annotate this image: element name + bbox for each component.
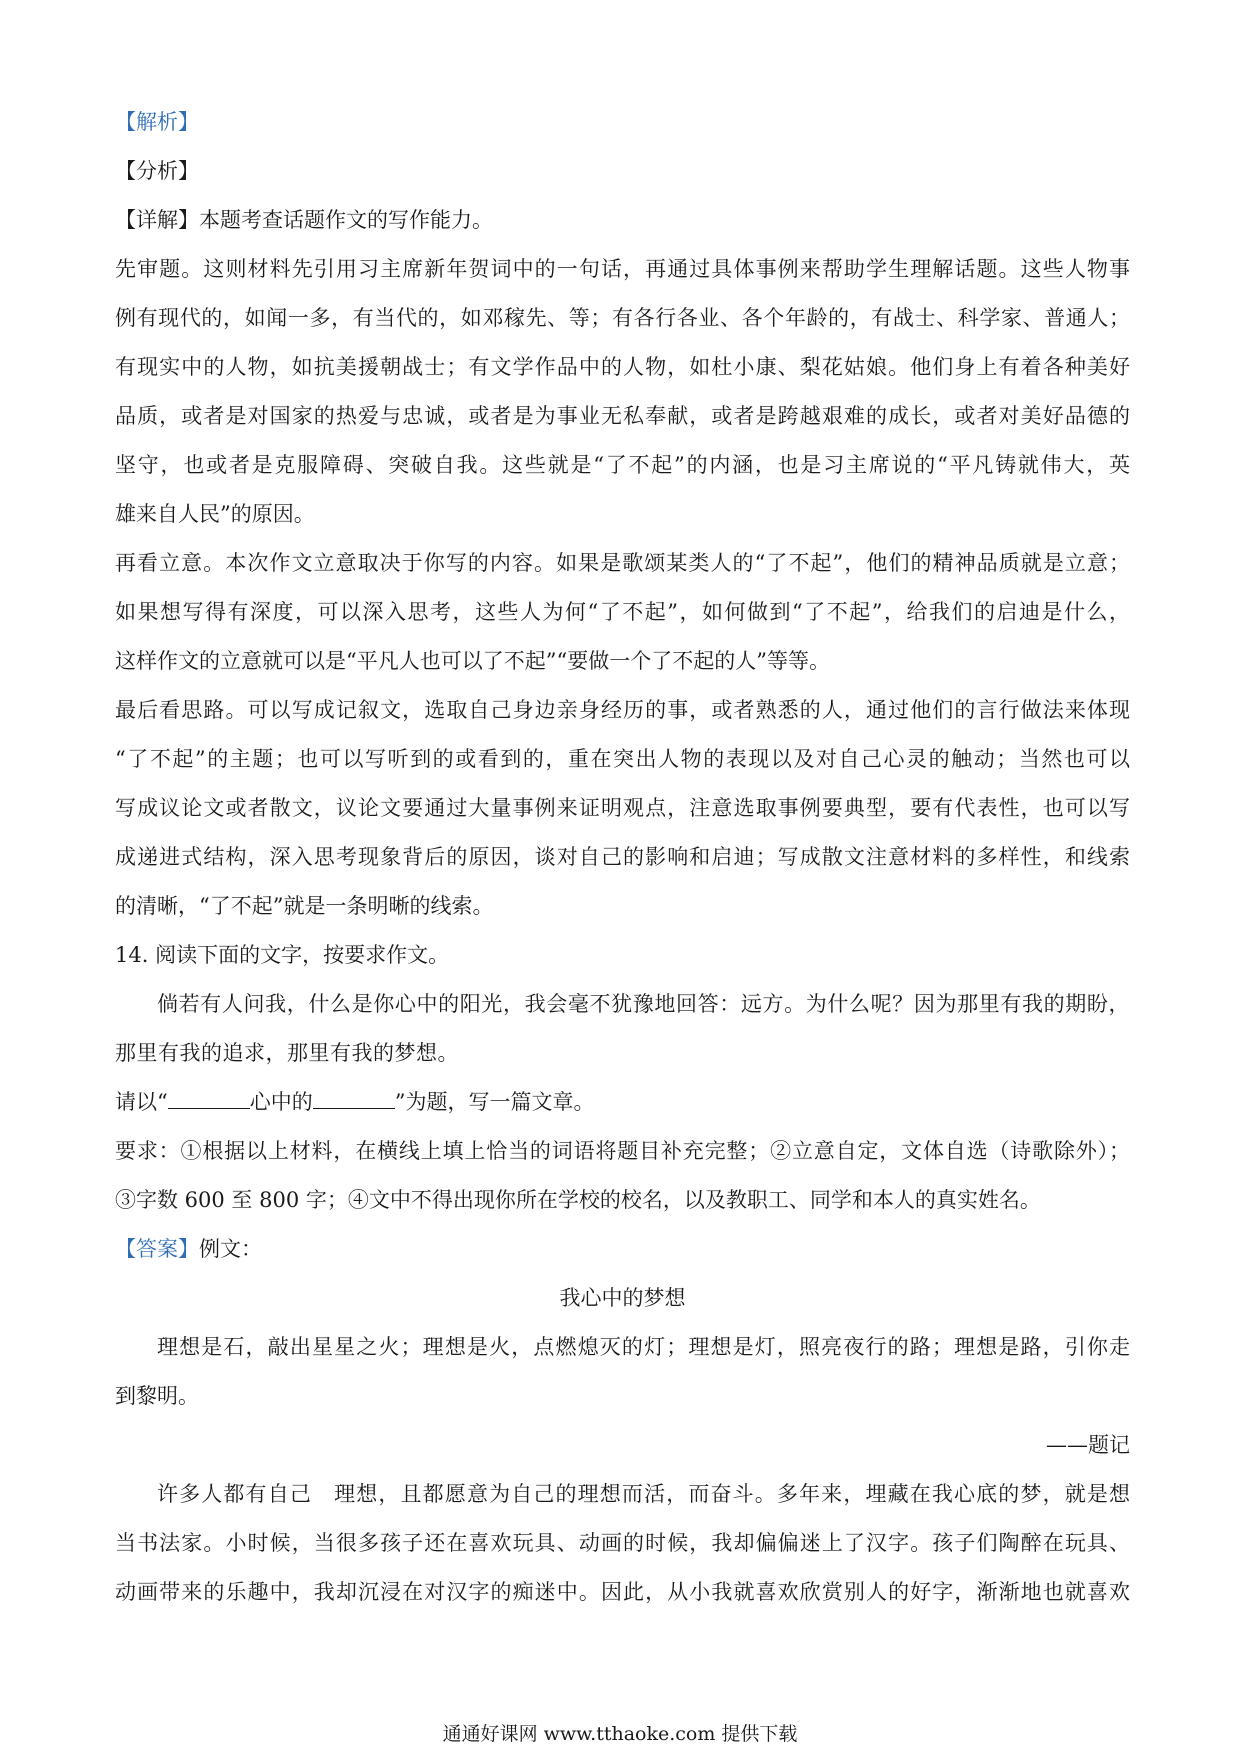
- analysis-line: 坚守，也或者是克服障碍、突破自我。这些就是“了不起”的内涵，也是习主席说的“平凡铸就伟大，英: [115, 453, 1130, 477]
- answer-intro: 例文：: [199, 1237, 262, 1261]
- analysis-line: 最后看思路。可以写成记叙文，选取自己身边亲身经历的事，或者熟悉的人，通过他们的言行做法来体现: [115, 698, 1130, 722]
- epigraph-line: 理想是石，敲出星星之火；理想是火，点燃熄灭的灯；理想是灯，照亮夜行的路；理想是路，引你走: [157, 1335, 1130, 1359]
- document-page: [115, 98, 1130, 1617]
- analysis-line: 如果想写得有深度，可以深入思考，这些人为何“了不起”，如何做到“了不起”，给我们的启迪是什么，: [115, 600, 1130, 624]
- epigraph-source: ——题记: [1046, 1433, 1130, 1457]
- analysis-line: 品质，或者是对国家的热爱与忠诚，或者是为事业无私奉献，或者是跨越艰难的成长，或者对美好品德的: [115, 404, 1130, 428]
- analysis-line: 例有现代的，如闻一多，有当代的，如邓稼先、等；有各行各业、各个年龄的，有战士、科学家、普通人；: [115, 306, 1130, 330]
- analysis-line: 成递进式结构，深入思考现象背后的原因，谈对自己的影响和启迪；写成散文注意材料的多样性，和线索: [115, 845, 1130, 869]
- analysis-line: 这样作文的立意就可以是“平凡人也可以了不起”“要做一个了不起的人”等等。: [115, 649, 830, 673]
- title-prompt-middle: 心中的: [249, 1090, 313, 1114]
- analysis-line: 再看立意。本次作文立意取决于你写的内容。如果是歌颂某类人的“了不起”，他们的精神品质就是立意；: [115, 551, 1130, 575]
- answer-heading: [115, 1225, 1130, 1274]
- answer-label: 【答案】: [115, 1237, 199, 1261]
- requirement-line: ③字数 600 至 800 字；④文中不得出现你所在学校的校名，以及教职工、同学和本人的真实姓名。: [115, 1188, 1041, 1212]
- requirement-line: 要求：①根据以上材料，在横线上填上恰当的词语将题目补充完整；②立意自定，文体自选（诗歌除外）；: [115, 1139, 1130, 1163]
- title-prompt-suffix: ”为题，写一篇文章。: [394, 1090, 595, 1114]
- essay-title: 我心中的梦想: [559, 1286, 686, 1310]
- question-number-line: 14. 阅读下面的文字，按要求作文。: [115, 943, 450, 967]
- fenxi-label: 【分析】: [115, 159, 199, 183]
- analysis-line: 先审题。这则材料先引用习主席新年贺词中的一句话，再通过具体事例来帮助学生理解话题。这些人物事: [115, 257, 1130, 281]
- material-line: 倘若有人问我，什么是你心中的阳光，我会毫不犹豫地回答：远方。为什么呢？因为那里有我的期盼，: [157, 992, 1130, 1016]
- essay-body: [115, 1470, 1130, 1617]
- title-blank-2: [313, 1088, 395, 1109]
- epigraph-line: 到黎明。: [115, 1384, 199, 1408]
- title-blank-1: [168, 1088, 250, 1109]
- analysis-line: 写成议论文或者散文，议论文要通过大量事例来证明观点，注意选取事例要典型，要有代表性，也可以写: [115, 796, 1130, 820]
- essay-line: 许多人都有自己 理想，且都愿意为自己的理想而活，而奋斗。多年来，埋藏在我心底的梦，就是想: [157, 1482, 1130, 1506]
- question-material: [115, 980, 1130, 1078]
- analysis-line: 的清晰，“了不起”就是一条明晰的线索。: [115, 894, 494, 918]
- requirements-block: [115, 1127, 1130, 1225]
- essay-line: 当书法家。小时候，当很多孩子还在喜欢玩具、动画的时候，我却偏偏迷上了汉字。孩子们陶醉在玩具、: [115, 1531, 1130, 1555]
- xiangjie-text: 本题考查话题作文的写作能力。: [199, 208, 493, 232]
- analysis-line: 雄来自人民”的原因。: [115, 502, 315, 526]
- title-prompt-prefix: 请以“: [115, 1090, 168, 1114]
- title-prompt-line: [115, 1078, 1130, 1127]
- analysis-line: 有现实中的人物，如抗美援朝战士；有文学作品中的人物，如杜小康、梨花姑娘。他们身上有着各种美好: [115, 355, 1130, 379]
- material-line: 那里有我的追求，那里有我的梦想。: [115, 1041, 459, 1065]
- xiangjie-label: 【详解】: [115, 208, 199, 232]
- page-footer: 通通好课网 www.tthaoke.com 提供下载: [442, 1723, 798, 1745]
- section-fenxi-heading: [115, 147, 1130, 196]
- essay-line: 动画带来的乐趣中，我却沉浸在对汉字的痴迷中。因此，从小我就喜欢欣赏别人的好字，渐渐地也就喜欢: [115, 1580, 1130, 1604]
- analysis-block: [115, 245, 1130, 931]
- epigraph-block: [115, 1323, 1130, 1421]
- jiexi-label: 【解析】: [115, 110, 199, 134]
- section-xiangjie-line: [115, 196, 1130, 245]
- analysis-line: “了不起”的主题；也可以写听到的或看到的，重在突出人物的表现以及对自己心灵的触动；当然也可以: [115, 747, 1130, 771]
- section-jiexi-heading: [115, 98, 1130, 147]
